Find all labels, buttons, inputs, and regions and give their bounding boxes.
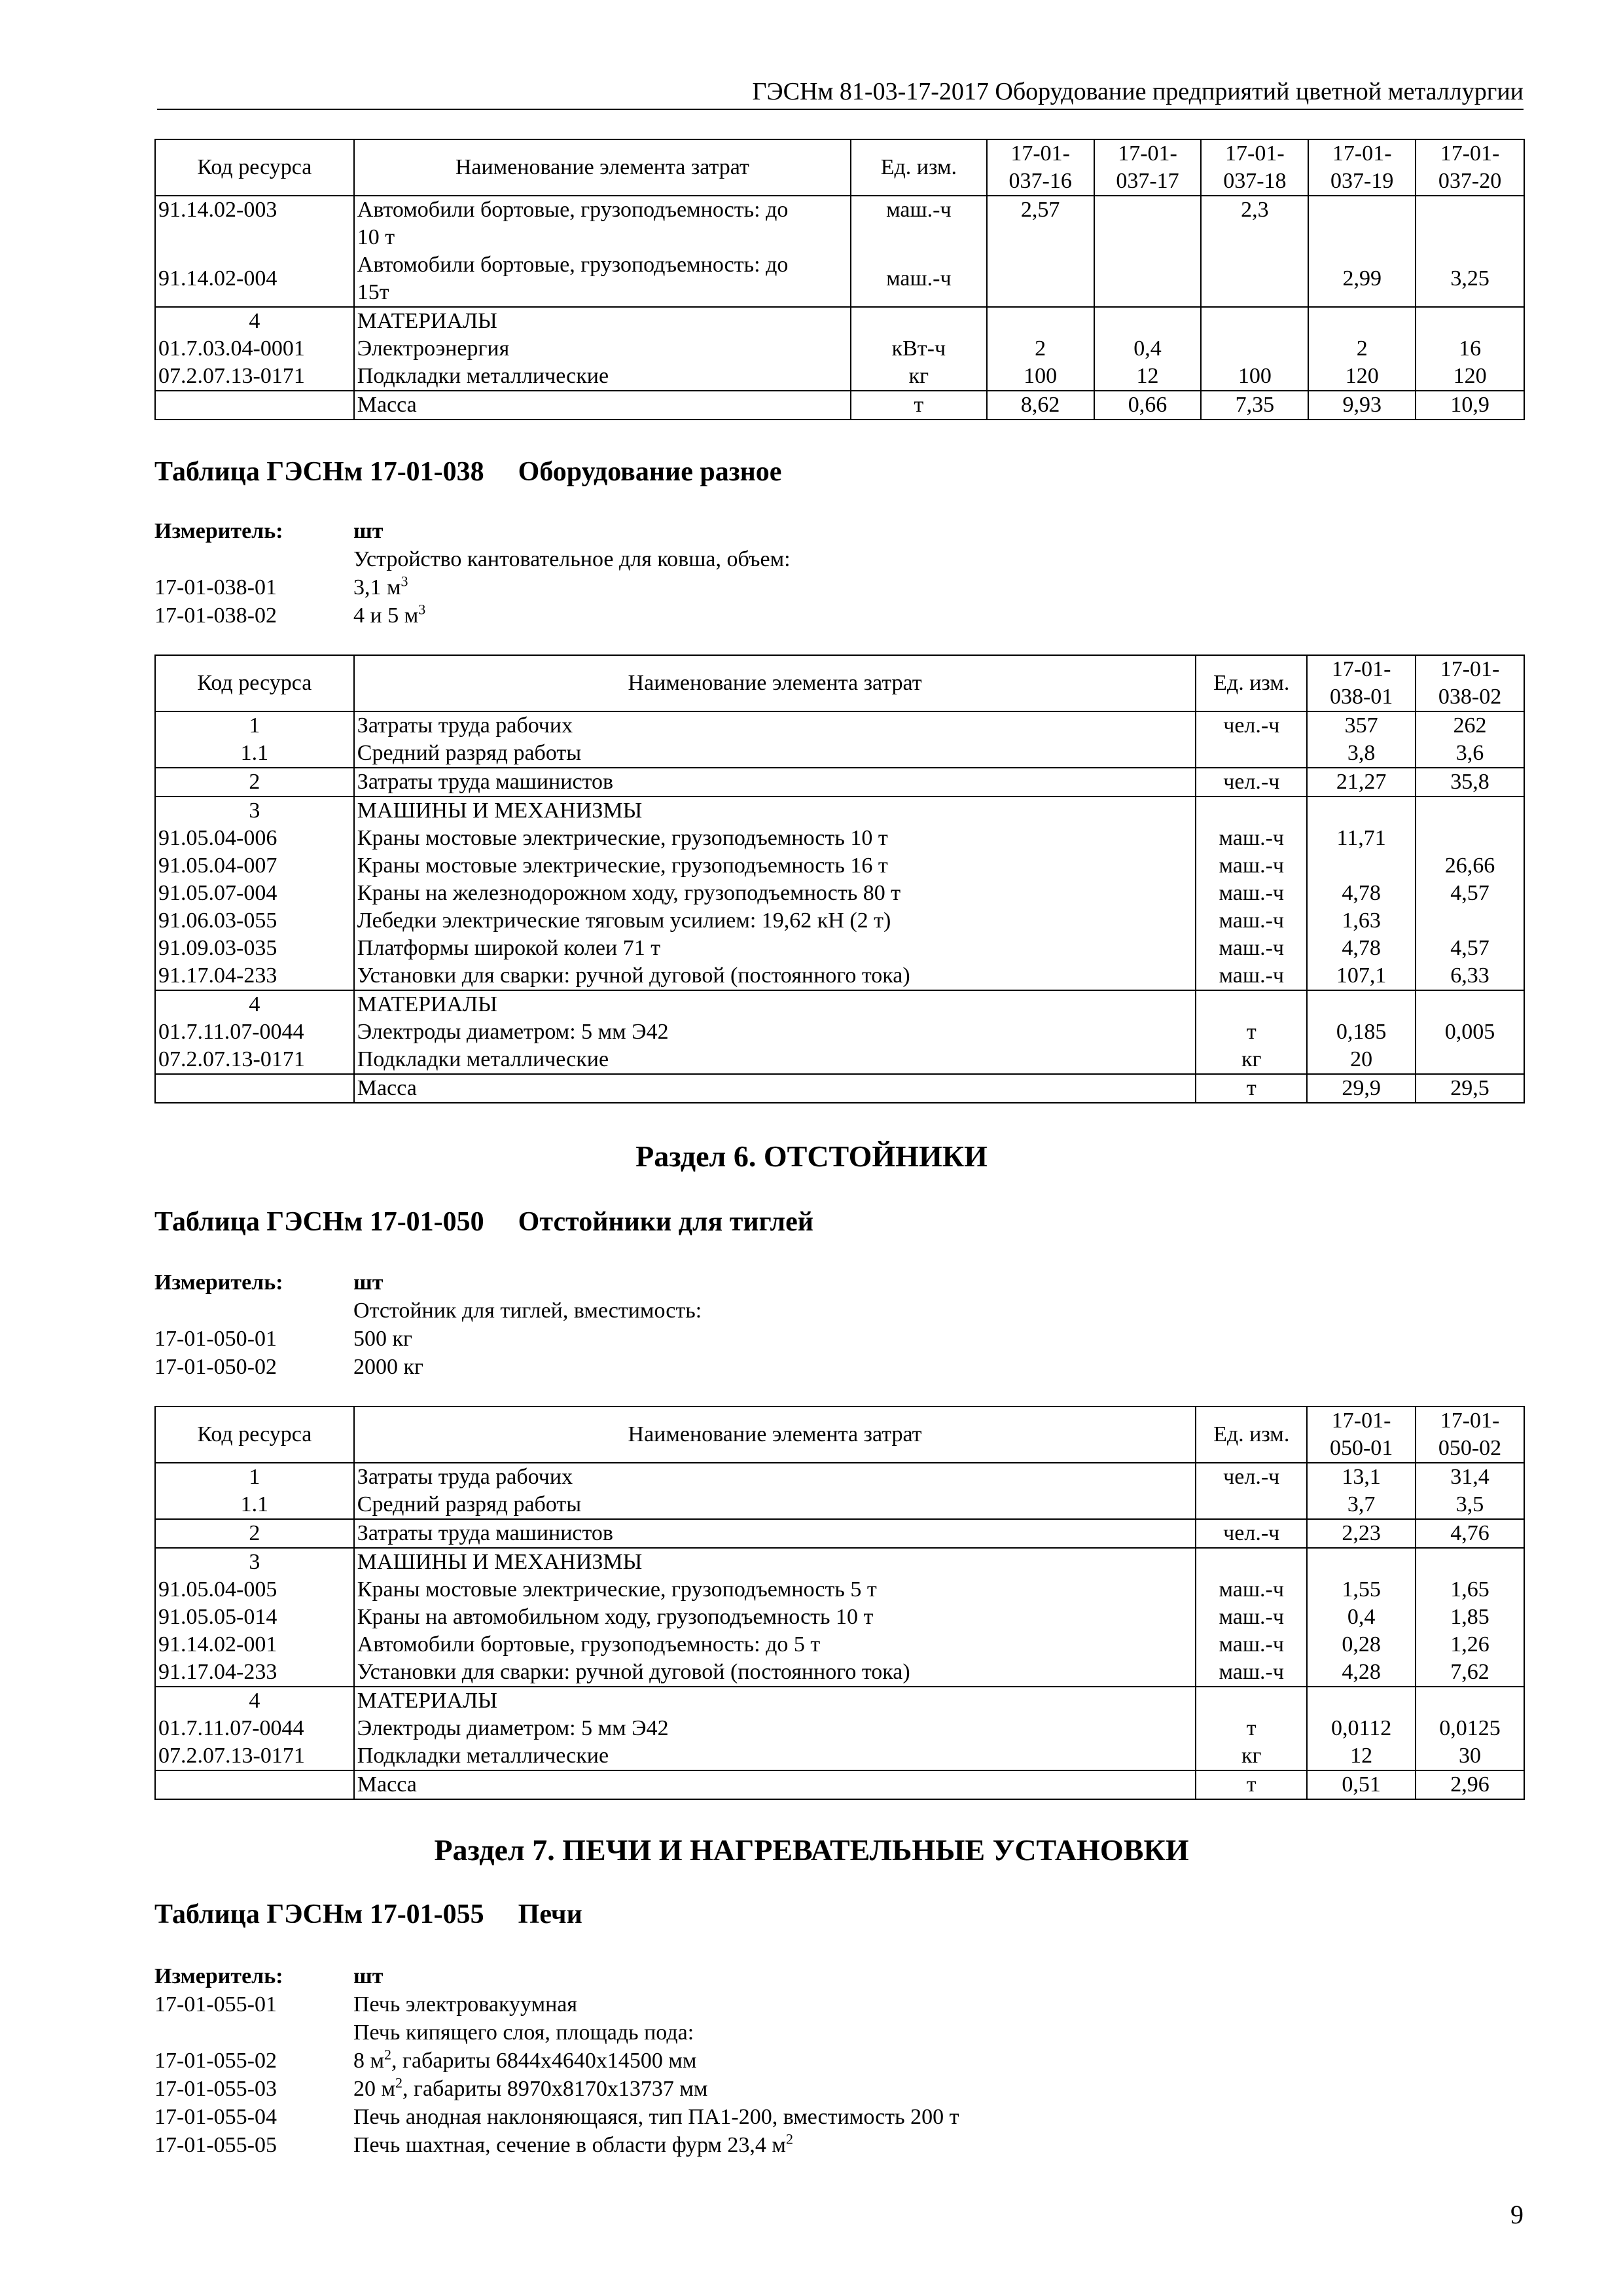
table-row: 3 МАШИНЫ И МЕХАНИЗМЫ [155,797,1524,825]
table-row: Масса т 29,9 29,5 [155,1074,1524,1103]
table-row: 91.05.04-007 Краны мостовые электрические, грузоподъемность 16 т маш.-ч 26,66 [155,852,1524,880]
running-header: ГЭСНм 81-03-17-2017 Оборудование предприятий цветной металлургии [157,76,1524,110]
col-header: 17-01- 037-20 [1416,139,1524,196]
col-header: 17-01- 038-01 [1307,655,1416,711]
table-row: 4 МАТЕРИАЛЫ [155,1687,1524,1715]
col-header: 17-01- 037-17 [1094,139,1202,196]
col-name-header: Наименование элемента затрат [354,139,851,196]
col-code-header: Код ресурса [155,655,354,711]
table-row: 91.17.04-233 Установки для сварки: ручной дуговой (постоянного тока) маш.-ч 4,28 7,62 [155,1659,1524,1687]
table-row: 4 МАТЕРИАЛЫ [155,307,1524,335]
table-row: 2 Затраты труда машинистов чел.-ч 2,23 4,76 [155,1519,1524,1548]
col-header: 17-01- 037-18 [1201,139,1308,196]
table-row: 2 Затраты труда машинистов чел.-ч 21,27 35,8 [155,768,1524,797]
measure-block: Измеритель: шт Отстойник для тиглей, вместимость: 17-01-050-01 500 кг 17-01-050-02 2000 кг [154,1270,702,1379]
table-row: 3 МАШИНЫ И МЕХАНИЗМЫ [155,1548,1524,1576]
table-17-01-037 [154,139,1525,420]
col-header: 17-01- 037-19 [1308,139,1416,196]
col-unit-header: Ед. изм. [1196,655,1307,711]
table-title: Таблица ГЭСНм 17-01-055 Печи [154,1899,582,1929]
table-row: 4 МАТЕРИАЛЫ [155,990,1524,1018]
col-header: 17-01- 038-02 [1416,655,1524,711]
col-code-header: Код ресурса [155,1407,354,1463]
table-row: 91.17.04-233 Установки для сварки: ручной дуговой (постоянного тока) маш.-ч 107,1 6,33 [155,962,1524,990]
table-row: 1 Затраты труда рабочих чел.-ч 13,1 31,4 [155,1463,1524,1491]
col-code-header: Код ресурса [155,139,354,196]
col-unit-header: Ед. изм. [851,139,987,196]
table-row: 01.7.11.07-0044 Электроды диаметром: 5 мм Э42 т 0,185 0,005 [155,1018,1524,1046]
table-17-01-050 [154,1406,1525,1800]
table-row: 91.14.02-001 Автомобили бортовые, грузоподъемность: до 5 т маш.-ч 0,28 1,26 [155,1631,1524,1659]
table-title: Таблица ГЭСНм 17-01-050 Отстойники для тиглей [154,1207,813,1237]
table-row: 91.06.03-055 Лебедки электрические тяговым усилием: 19,62 кН (2 т) маш.-ч 1,63 [155,907,1524,935]
col-unit-header: Ед. изм. [1196,1407,1307,1463]
table-row: 91.05.04-006 Краны мостовые электрические, грузоподъемность 10 т маш.-ч 11,71 [155,825,1524,852]
col-name-header: Наименование элемента затрат [354,1407,1196,1463]
table-17-01-038 [154,655,1525,1103]
table-row: 07.2.07.13-0171 Подкладки металлические кг 100 12 100 120 120 [155,363,1524,391]
table-row: 1.1 Средний разряд работы 3,7 3,5 [155,1491,1524,1519]
table-row: Масса т 0,51 2,96 [155,1770,1524,1799]
table-row: 07.2.07.13-0171 Подкладки металлические кг 20 [155,1046,1524,1074]
table-row: 07.2.07.13-0171 Подкладки металлические кг 12 30 [155,1742,1524,1770]
table-row: 91.09.03-035 Платформы широкой колеи 71 т маш.-ч 4,78 4,57 [155,935,1524,962]
table-row: 91.14.02-003 Автомобили бортовые, грузоподъемность: до 10 т маш.-ч 2,57 2,3 [155,196,1524,251]
measure-block: Измеритель: шт Устройство кантовательное для ковша, объем: 17-01-038-01 3,1 $м^3$ 17-01-038-02 4 и 5 $м^3$ [154,519,791,628]
table-row: 91.05.04-005 Краны мостовые электрические, грузоподъемность 5 т маш.-ч 1,55 1,65 [155,1576,1524,1604]
col-header: 17-01- 037-16 [987,139,1094,196]
table-row: 91.14.02-004 Автомобили бортовые, грузоподъемность: до 15т маш.-ч 2,99 3,25 [155,251,1524,307]
col-header: 17-01- 050-02 [1416,1407,1524,1463]
section-title: Раздел 6. ОТСТОЙНИКИ [635,1139,988,1173]
table-row: 1.1 Средний разряд работы 3,8 3,6 [155,740,1524,768]
table-row: 91.05.07-004 Краны на железнодорожном ходу, грузоподъемность 80 т маш.-ч 4,78 4,57 [155,880,1524,907]
table-row: 91.05.05-014 Краны на автомобильном ходу, грузоподъемность 10 т маш.-ч 0,4 1,85 [155,1604,1524,1631]
table-row: 01.7.03.04-0001 Электроэнергия кВт-ч 2 0,4 2 16 [155,335,1524,363]
col-name-header: Наименование элемента затрат [354,655,1196,711]
col-header: 17-01- 050-01 [1307,1407,1416,1463]
table-title: Таблица ГЭСНм 17-01-038 Оборудование разное [154,457,782,487]
table-row: 1 Затраты труда рабочих чел.-ч 357 262 [155,711,1524,740]
table-row: 01.7.11.07-0044 Электроды диаметром: 5 мм Э42 т 0,0112 0,0125 [155,1715,1524,1742]
section-title: Раздел 7. ПЕЧИ И НАГРЕВАТЕЛЬНЫЕ УСТАНОВКИ [434,1833,1189,1867]
table-row: Масса т 8,62 0,66 7,35 9,93 10,9 [155,391,1524,420]
page-number: 9 [1510,2200,1524,2229]
measure-block: Измеритель: шт 17-01-055-01 Печь электровакуумная Печь кипящего слоя, площадь пода: 17-01-055-02 8 $м^2$, габариты 6844х4640х14500 мм 17-01-055-03 20 $м^2$, габариты 8970х8170х13737 мм 17-01-055-04 Печь анодная наклоняющаяся, тип ПА1-200, вместимость 200 т 17-01-055-05 Печь шахтная, сечение в области фурм 23,4 $м^2$ [154,1964,959,2157]
